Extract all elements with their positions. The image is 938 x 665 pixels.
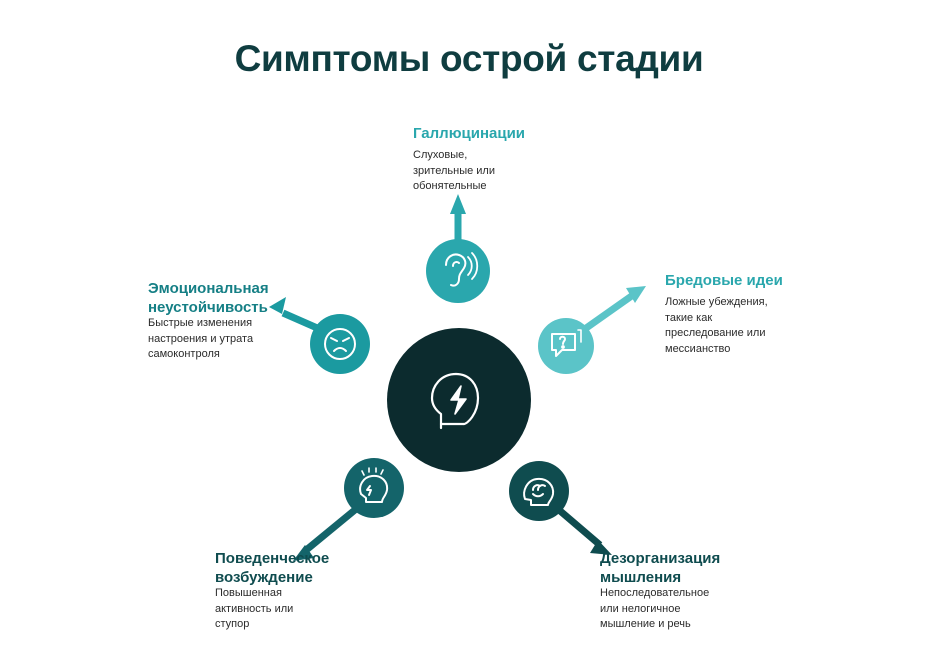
desc-line: мессианство xyxy=(665,342,731,355)
desc-line: зрительные или xyxy=(413,164,495,177)
desc-line: Повышенная xyxy=(215,587,282,599)
node-bubble-hallucinations xyxy=(426,239,490,303)
desc-line: самоконтроля xyxy=(148,348,220,361)
desc-line: настроения и утрата xyxy=(148,332,254,345)
node-description-thinking xyxy=(600,586,770,633)
node-description-hallucinations xyxy=(413,148,563,195)
node-heading-emotional: Эмоциональная неустойчивость xyxy=(148,280,269,317)
desc-line: Быстрые изменения xyxy=(148,317,253,329)
node-bubble-thinking xyxy=(509,461,569,521)
desc-line: обонятельные xyxy=(413,180,487,193)
page-title: Симптомы острой стадии xyxy=(234,38,704,79)
node-heading-delusions: Бредовые идеи xyxy=(665,272,783,289)
node-bubble-emotional xyxy=(310,314,370,374)
node-description-behavior xyxy=(215,586,365,633)
desc-line: Слуховые, xyxy=(413,149,468,161)
desc-line: преследование или xyxy=(665,327,766,340)
node-bubble-behavior xyxy=(344,458,404,518)
desc-line: Непоследовательное xyxy=(600,587,710,599)
desc-line: мышление и речь xyxy=(600,618,691,631)
desc-line: Ложные убеждения, xyxy=(665,296,768,308)
desc-line: ступор xyxy=(215,618,250,631)
center-node xyxy=(387,328,531,472)
node-heading-hallucinations: Галлюцинации xyxy=(413,125,526,142)
desc-line: активность или xyxy=(215,602,294,615)
desc-line: или нелогичное xyxy=(600,602,681,615)
desc-line: такие как xyxy=(665,311,713,324)
node-description-emotional xyxy=(148,316,288,363)
node-heading-behavior: Поведенческое возбуждение xyxy=(215,550,330,587)
node-heading-thinking: Дезорганизация мышления xyxy=(600,550,721,587)
node-bubble-delusions xyxy=(538,318,594,374)
node-description-delusions xyxy=(665,295,825,357)
